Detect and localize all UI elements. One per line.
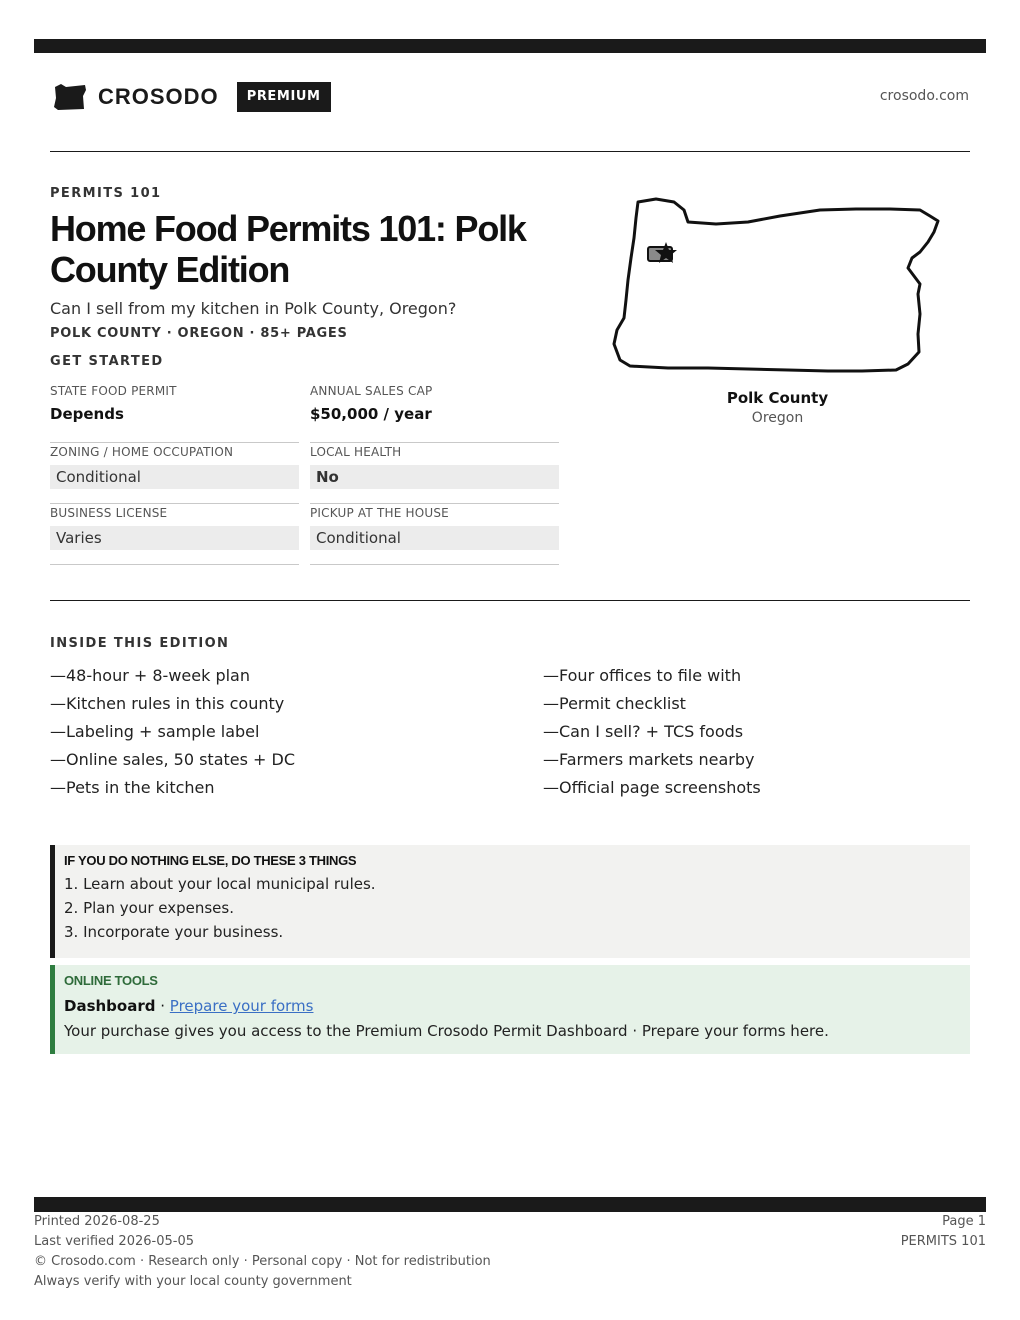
fact-value: Varies [50,526,299,550]
oregon-map [608,194,948,380]
callout-list [64,872,970,944]
prepare-forms-link[interactable]: Prepare your forms [169,997,314,1015]
oregon-logo-icon [52,82,88,112]
link-separator: · [155,997,170,1015]
top-rule [34,39,986,53]
fact-value: Conditional [50,465,299,489]
fact-label: ZONING / HOME OCCUPATION [50,445,234,459]
disclaimer: Always verify with your local county government [34,1274,352,1289]
fact-annual-sales-cap [310,382,559,443]
toc-item: —Pets in the kitchen [50,778,215,797]
header-divider [50,151,970,152]
fact-value: Conditional [310,526,559,550]
callout-item: 3. Incorporate your business. [64,923,284,941]
toc-item: —Online sales, 50 states + DC [50,750,296,769]
fact-label: BUSINESS LICENSE [50,506,168,520]
footer-section: PERMITS 101 [900,1234,986,1249]
premium-badge: PREMIUM [237,82,331,112]
edition-meta: POLK COUNTY · OREGON · 85+ PAGES [50,326,348,341]
footer-left [34,1212,491,1292]
section-divider [50,600,970,601]
online-tools-callout [50,965,970,1054]
printed-date: Printed 2026-08-25 [34,1214,160,1229]
fact-local-health [310,443,559,504]
toc-left-column [50,662,490,802]
facts-grid [50,382,559,565]
get-started-label: GET STARTED [50,354,164,369]
page-title: Home Food Permits 101: Polk County Edition [50,208,526,290]
fact-zoning [50,443,299,504]
verified-date: Last verified 2026-05-05 [34,1234,194,1249]
fact-value: No [310,465,559,489]
subtitle: Can I sell from my kitchen in Polk County, Oregon? [50,299,457,318]
fact-business-license [50,504,299,565]
map-caption [700,388,855,428]
dashboard-label: Dashboard [64,997,156,1015]
tools-description: Your purchase gives you access to the Premium Crosodo Permit Dashboard · Prepare your forms here. [64,1022,829,1040]
bottom-rule [34,1197,986,1212]
tools-links [64,994,970,1018]
fact-label: PICKUP AT THE HOUSE [310,506,449,520]
footer-right [901,1212,986,1252]
map-county-name: Polk County [726,389,829,407]
fact-state-food-permit [50,382,299,443]
toc-item: —Permit checklist [543,694,686,713]
brand [52,80,331,114]
brand-name: CROSODO [98,84,219,109]
oregon-outline [614,199,938,371]
fact-pickup [310,504,559,565]
toc-item: —Kitchen rules in this county [50,694,285,713]
toc-right-column [543,662,983,802]
fact-label: ANNUAL SALES CAP [310,384,433,398]
three-things-callout [50,845,970,958]
map-state-name: Oregon [751,410,804,426]
fact-value: Depends [50,405,124,423]
toc-item: —Can I sell? + TCS foods [543,722,744,741]
callout-title: IF YOU DO NOTHING ELSE, DO THESE 3 THINGS [64,853,357,868]
toc-item: —Official page screenshots [543,778,761,797]
kicker: PERMITS 101 [50,186,162,201]
site-url[interactable]: crosodo.com [879,88,969,104]
tools-title: ONLINE TOOLS [64,973,158,988]
toc-item: —Four offices to file with [543,666,742,685]
callout-item: 1. Learn about your local municipal rules. [64,875,376,893]
inside-edition-label: INSIDE THIS EDITION [50,636,230,651]
fact-label: LOCAL HEALTH [310,445,402,459]
toc-item: —48-hour + 8-week plan [50,666,250,685]
copyright: © Crosodo.com · Research only · Personal copy · Not for redistribution [34,1254,491,1269]
toc-item: —Labeling + sample label [50,722,260,741]
page-number: Page 1 [942,1214,986,1229]
fact-label: STATE FOOD PERMIT [50,384,177,398]
toc-item: —Farmers markets nearby [543,750,755,769]
fact-value: $50,000 / year [310,405,432,423]
callout-item: 2. Plan your expenses. [64,899,234,917]
